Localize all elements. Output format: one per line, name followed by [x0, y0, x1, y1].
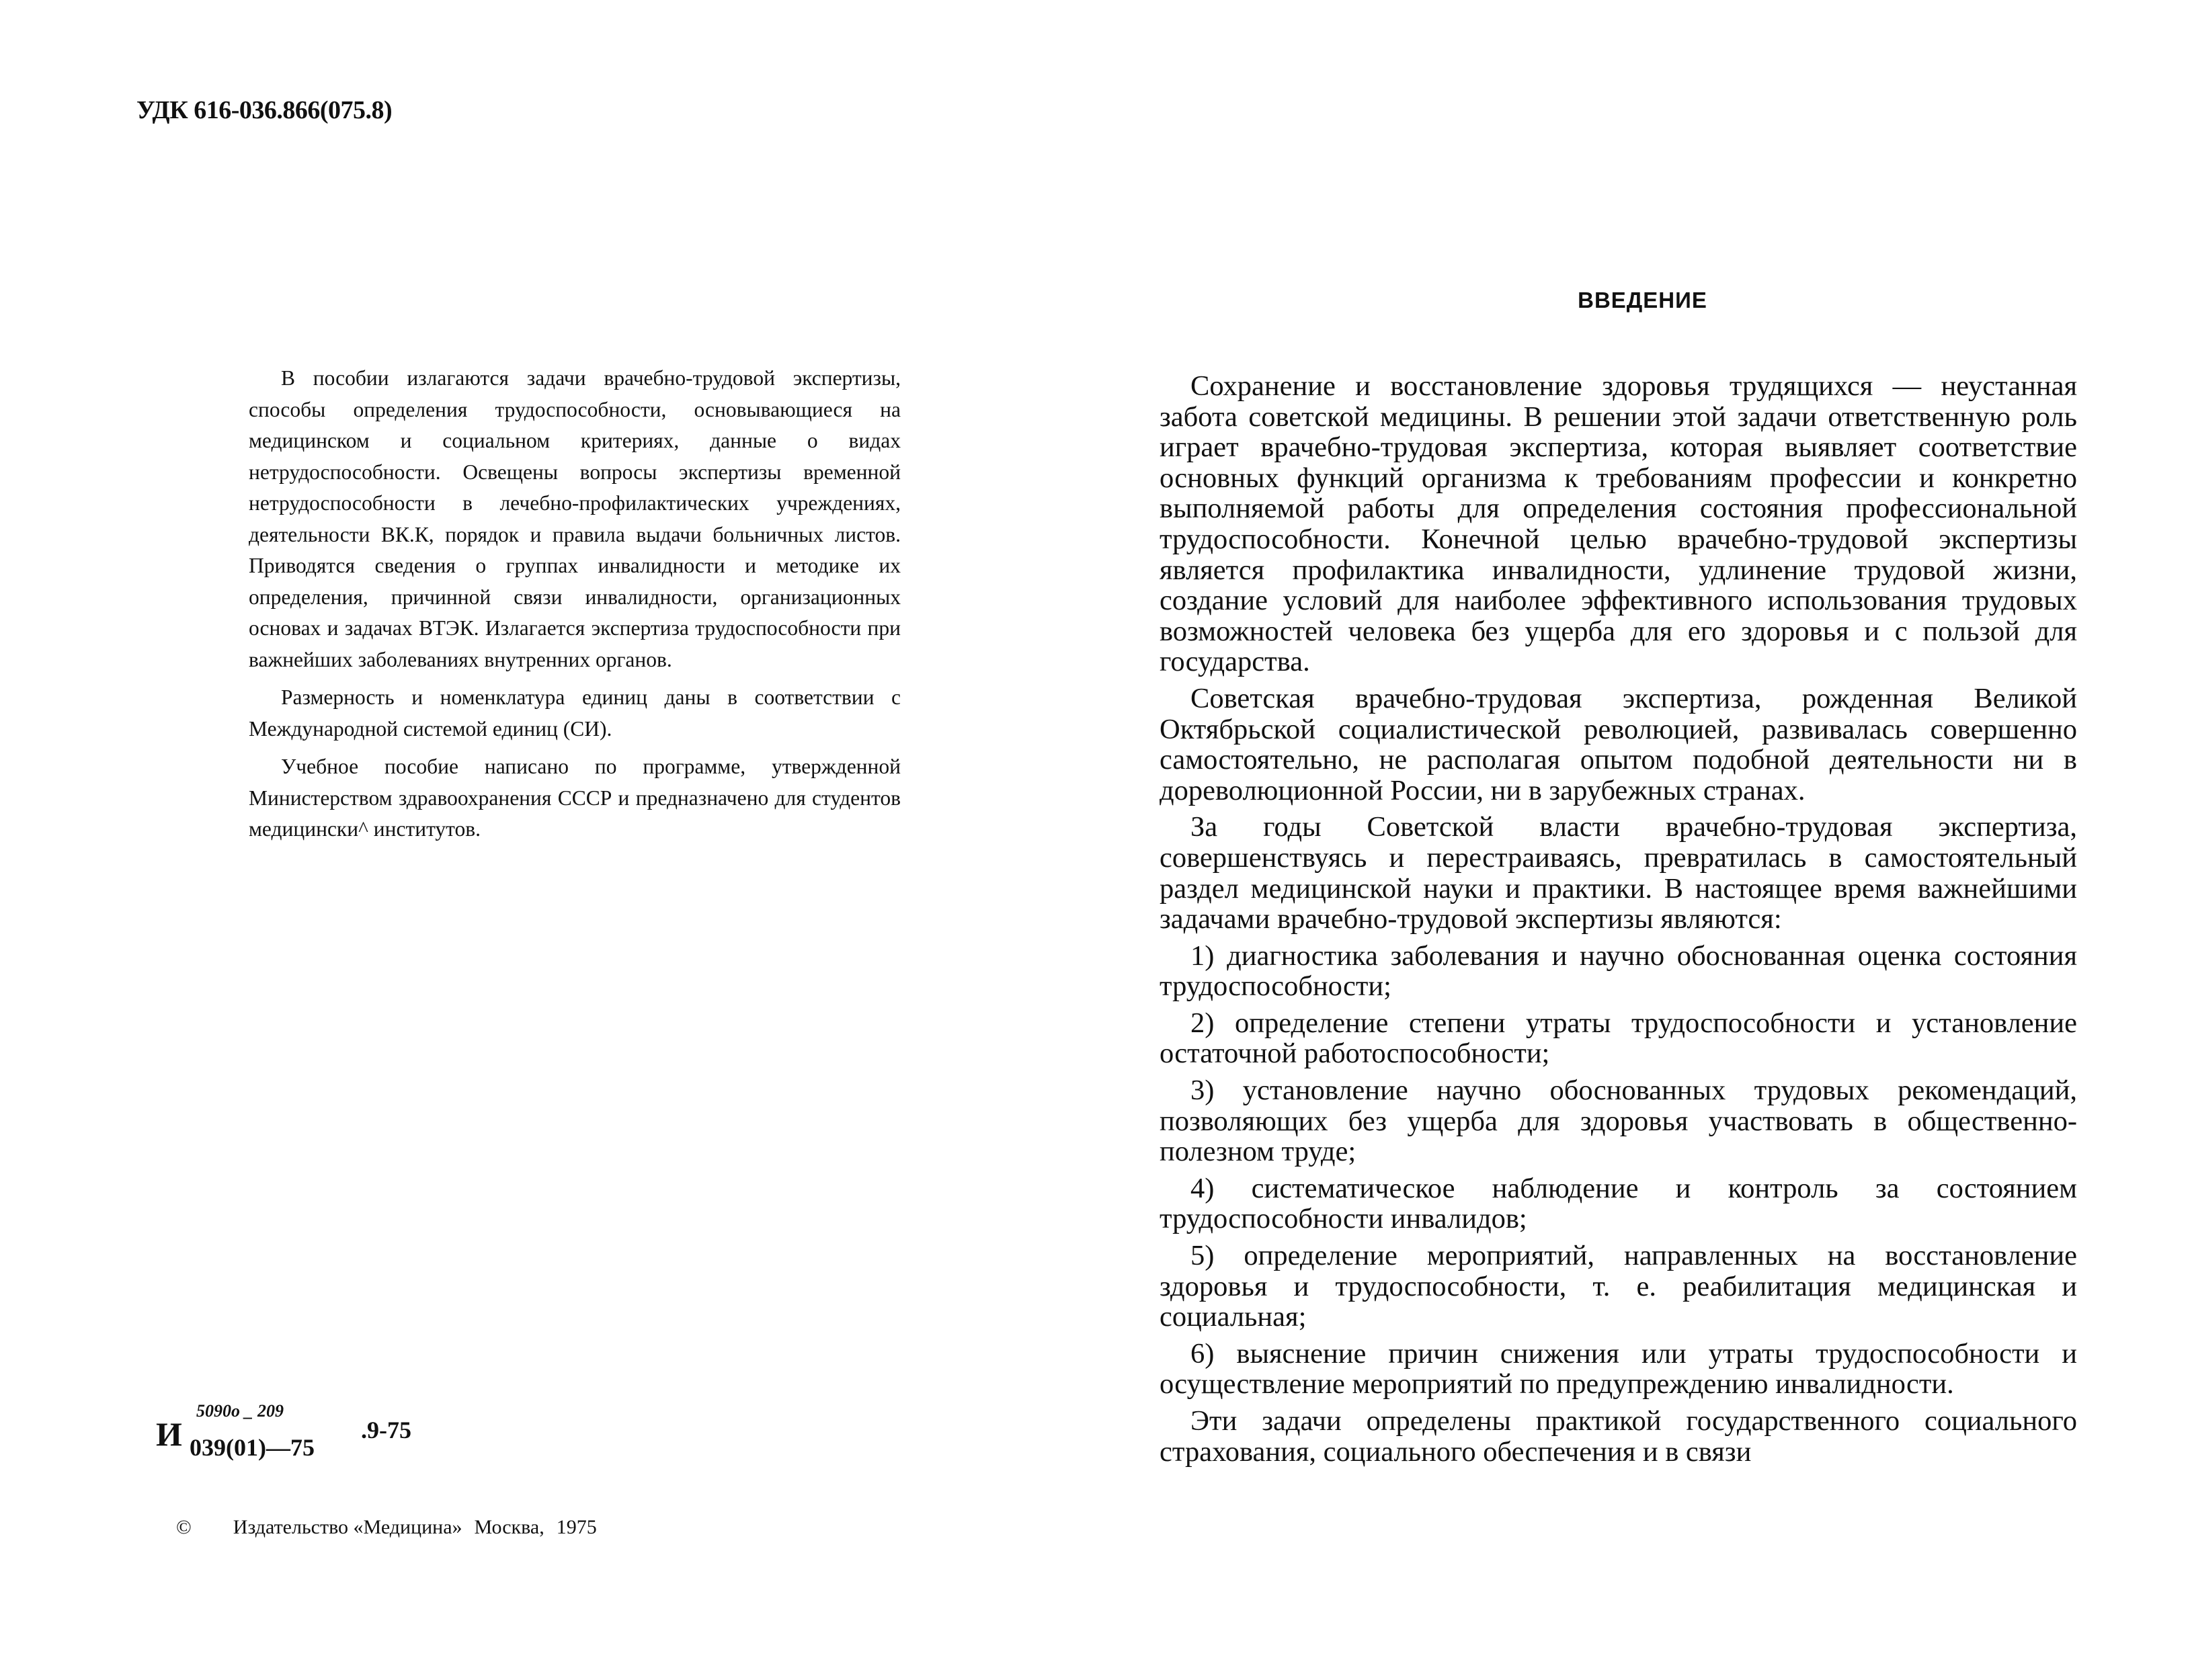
publication-code	[156, 1401, 559, 1468]
code-denominator: 039(01)—75	[190, 1434, 315, 1461]
annotation-paragraph: В пособии излагаются задачи врачебно-трудовой экспертизы, способы определения трудоспособности, основывающиеся на медицинском и социальном критериях, данные о видах нетрудоспособности. Освещены вопросы экспертизы временной нетрудоспособности в лечебно-профилактических учреждениях, деятельности ВК.К, порядок и правила выдачи больничных листов. Приводятся сведения о группах инвалидности и методике их определения, причинной связи инвалидности, организационных основах и задачах ВТЭК. Излагается экспертиза трудоспособности при важнейших заболеваниях внутренних органов.	[249, 366, 901, 671]
code-numerator: 5090о _ 209	[196, 1401, 284, 1421]
publication-year: 1975	[556, 1516, 597, 1538]
body-paragraph: За годы Советской власти врачебно-трудовая экспертиза, совершенствуясь и перестраиваясь, превратилась в самостоятельный раздел медицинской науки и практики. В настоящее время важнейшими задачами врачебно-трудовой экспертизы являются:	[1160, 811, 2077, 935]
annotation-paragraph: Учебное пособие написано по программе, утвержденной Министерством здравоохранения СССР и предназначено для студентов медицински^ институтов.	[249, 755, 901, 841]
section-title: ВВЕДЕНИЕ	[1578, 288, 1707, 312]
annotation-block	[249, 363, 901, 852]
code-letter: И	[156, 1415, 182, 1453]
annotation-paragraph: Размерность и номенклатура единиц даны в соответствии с Международной системой единиц (СИ).	[249, 685, 901, 741]
udk-code: УДК 616-036.866(075.8)	[136, 96, 393, 124]
copyright-icon: ©	[176, 1516, 192, 1538]
body-paragraph: Эти задачи определены практикой государственного социального страхования, социального обеспечения и в связи	[1160, 1405, 2077, 1468]
task-list-item: 6) выяснение причин снижения или утраты трудоспособности и осуществление мероприятий по предупреждению инвалидности.	[1160, 1337, 2077, 1400]
code-price: .9-75	[361, 1417, 411, 1443]
task-list-item: 1) диагностика заболевания и научно обоснованная оценка состояния трудоспособности;	[1160, 939, 2077, 1003]
body-paragraph: Советская врачебно-трудовая экспертиза, рожденная Великой Октябрьской социалистической революцией, развивалась совершенно самостоятельно, не располагая опытом подобной деятельности ни в дореволюционной России, ни в зарубежных странах.	[1160, 682, 2077, 806]
body-paragraph: Сохранение и восстановление здоровья трудящихся — неустанная забота советской медицины. В решении этой задачи ответственную роль играет врачебно-трудовая экспертиза, которая выявляет соответствие основных функций организма к требованиям профессии и конкретно выполняемой работы для определения состояния профессиональной трудоспособности. Конечной целью врачебно-трудовой экспертизы является профилактика инвалидности, удлинение трудовой жизни, создание условий для наиболее эффективного использования трудовых возможностей человека без ущерба для его здоровья и с пользой для государства.	[1160, 370, 2077, 678]
task-list-item: 3) установление научно обоснованных трудовых рекомендаций, позволяющих без ущерба для здоровья участвовать в общественно-полезном труде;	[1160, 1075, 2077, 1168]
task-list-item: 5) определение мероприятий, направленных на восстановление здоровья и трудоспособности, т. е. реабилитация медицинская и социальная;	[1160, 1240, 2077, 1333]
task-list-item: 2) определение степени утраты трудоспособности и установление остаточной работоспособности;	[1160, 1007, 2077, 1070]
right-page	[1095, 0, 2190, 1680]
task-list-item: 4) систематическое наблюдение и контроль за состоянием трудоспособности инвалидов;	[1160, 1172, 2077, 1235]
publisher-name: Издательство «Медицина»	[233, 1516, 462, 1538]
publisher-city: Москва,	[474, 1516, 544, 1538]
introduction-text	[1160, 371, 2077, 1473]
publisher-line	[156, 1493, 609, 1562]
